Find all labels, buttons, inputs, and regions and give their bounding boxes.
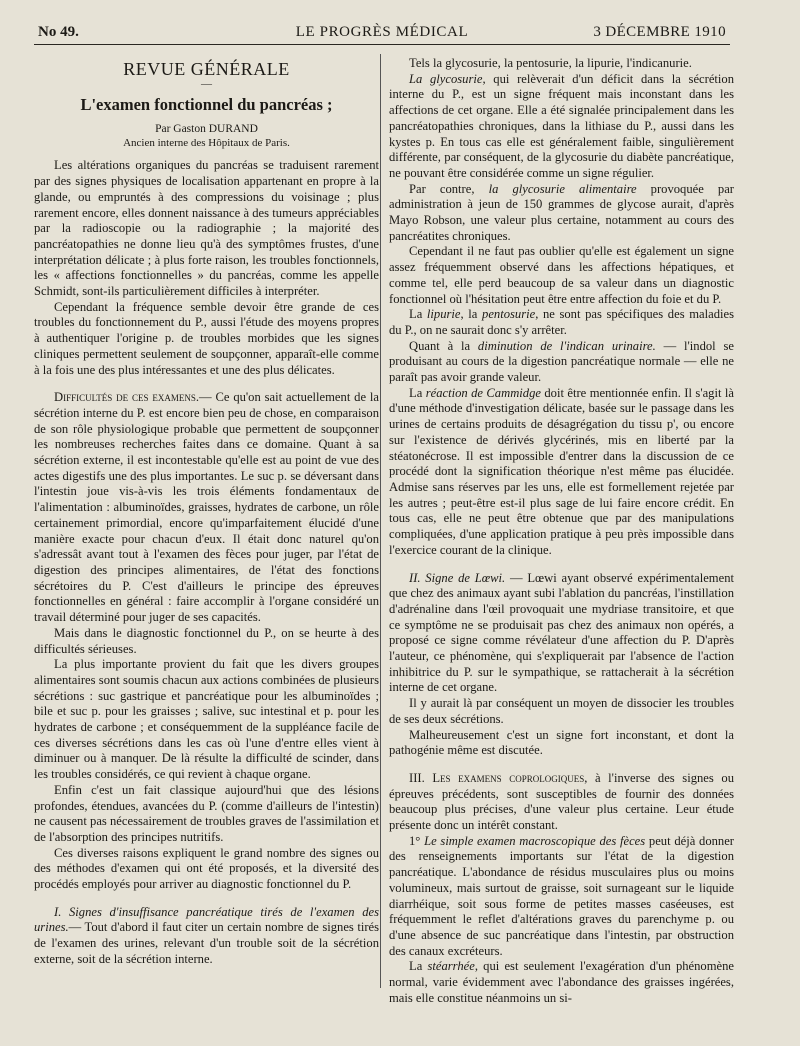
paragraph-text: qui relèverait d'un déficit dans la sécrétion interne du P., est un signe fréquent mais inconstant dans les affections de cet organe. Elle a été signalée principalement dans les pancréatopathies chroniques, dans la lithiase du P., aussi dans les kystes p. En tous cas elle est généralement faible, singulièrement différente, par conséquent, de la glycosurie du diabète pancréatique, ne pouvant être considérée comme un signe régulier. — [389, 71, 734, 180]
paragraph-signe-loewi — [389, 571, 734, 697]
page-header — [34, 22, 730, 45]
paragraph-signes-insuffisance — [34, 905, 379, 968]
paragraph-text: à l'inverse des signes ou épreuves précédents, sont susceptibles de fournir des données beaucoup plus précises, d'une valeur plus certaine. Leur étude présente donc un intérêt constant. — [389, 770, 734, 833]
term: stéarrhée — [427, 959, 475, 974]
term: lipurie — [426, 307, 461, 322]
paragraph: Cependant il ne faut pas oublier qu'elle est également un signe assez fréquemment observé dans les affections hépatiques, et comme tel, elle perd beaucoup de sa valeur dans un diagnostic fonctionnel où l'hésitation peut être entre affection du foie et du P. — [389, 244, 734, 306]
column-divider — [380, 54, 381, 988]
article-title: L'examen fonctionnel du pancréas ; — [80, 94, 333, 114]
paragraph-heading: Difficultés de ces examens. — [54, 390, 200, 405]
paragraph: Enfin c'est un fait classique aujourd'hui que des lésions profondes, étendues, avancées du P. (comme d'ailleurs de l'intestin) ne causent pas nécessairement de troubles graves de l'assimilation et de l'absorption des principes nutritifs. — [34, 782, 379, 844]
paragraph-examen-macroscopique — [389, 834, 734, 960]
issue-date: 3 DÉCEMBRE 1910 — [593, 24, 726, 40]
paragraph-heading: II. Signe de Lœwi. — [409, 570, 506, 585]
paragraph-text: , qui est seulement l'exagération d'un phénomène normal, varie évidemment avec l'abondance des graisses ingérées, mais elle constitue néanmoins un si- — [389, 959, 734, 1005]
paragraph-stearrhee — [389, 959, 734, 1006]
paragraph-glycosurie-alimentaire — [389, 182, 734, 245]
paragraph-indican — [389, 339, 734, 386]
term: la glycosurie alimentaire — [488, 181, 637, 196]
paragraph-text: — Lœwi ayant observé expérimentalement que chez des animaux ayant subi l'ablation du pancréas, l'instillation d'adrénaline dans l'œil provoquait une mydriase transitoire, et que ce symptôme ne se produisait pas chez des animaux non opérés, a proposé ce signe comme révélateur d'une affection du P. D'après l'auteur, ce phénomène, qui s'expliquerait par l'absence de l'action inhibitrice du P. sur le sympathique, se rattacherait à la sécrétion interne de cet organe. — [389, 570, 734, 695]
paragraph: Il y aurait là par conséquent un moyen de dissocier les troubles de ses deux sécrétions. — [389, 696, 734, 726]
paragraph-cammidge — [389, 386, 734, 559]
paragraph: Tels la glycosurie, la pentosurie, la lipurie, l'indicanurie. — [409, 56, 692, 70]
paragraph-examens-coprologiques — [389, 771, 734, 834]
issue-number: No 49. — [38, 24, 79, 40]
paragraph: Cependant la fréquence semble devoir être grande de ces troubles du fonctionnement du P., aussi l'étude des moyens propres à authentiquer l'origine p. de troubles morbides que les signes cliniques permettent seulement de soupçonner, apparaît-elle comme à la fois une des plus intéressantes et une des plus délicates. — [34, 299, 379, 377]
paragraph-text: — Ce qu'on sait actuellement de la sécrétion interne du P. est encore bien peu de chose, en comparaison de son rôle physiologique probable que permettent de soupçonner les nombreuses recherches faites dans ce domaine. Quant à sa sécrétion externe, il est incontestable qu'elle est au point de vue des actes digestifs une des plus importantes. Le suc p. se déversant dans l'intestin joue vis-à-vis les trois éléments fondamentaux de l'alimentation : albuminoïdes, graisses, hydrates de carbone, un rôle certainement primordial, encore qu'imparfaitement élucidé d'une manière exacte pour chacun d'eux. Il était donc naturel qu'on s'adressât avant tout à l'examen des fèces pour juger, par l'état de digestion des principes alimentaires, de l'état des fonctions sécrétoires du P. C'est d'ailleurs le principe des épreuves fonctionnelles en général : faire accomplir à l'organe considéré un travail déterminé pour juger de ses capacités. — [34, 390, 380, 625]
left-column — [34, 56, 379, 968]
paragraph-heading: III. Les examens coprologiques, — [409, 770, 588, 785]
paragraph-text: provoquée par administration à jeun de 150 grammes de glycose aurait, d'après Mayo Robson, une valeur plus certaine, notamment au cours des pancréatites chroniques. — [389, 181, 734, 243]
term: Le simple examen macroscopique des fèces — [424, 833, 646, 848]
right-column — [389, 56, 734, 1006]
paragraph-lead: La — [409, 307, 427, 322]
author-role: Ancien interne des Hôpitaux de Paris. — [123, 137, 290, 150]
paragraph: La plus importante provient du fait que les divers groupes alimentaires sont soumis chacun aux actions combinées de plusieurs sécrétions : suc gastrique et pancréatique pour les albuminoïdes ; bile et suc p. pour les graisses ; salive, suc intestinal et p. pour les hydrates de carbone ; et conséquemment de la suppléance facile de ces diverses sécrétions dans les cas où l'une d'entre elles vient à diminuer ou à manquer. De là résulte la difficulté de scinder, dans les troubles considérés, ce qui revient à chaque organe. — [34, 657, 379, 782]
paragraph-lead: 1° — [409, 833, 425, 848]
term: diminution de l'indican urinaire. — [477, 338, 656, 353]
paragraph-lead: La — [409, 385, 426, 400]
term: La glycosurie, — [409, 71, 486, 86]
paragraph-text: — Tout d'abord il faut citer un certain nombre de signes tirés de l'examen des urines, relevant d'un trouble soit de la sécrétion externe, soit de la sécrétion interne. — [34, 920, 379, 966]
term: réaction de Cammidge — [425, 385, 541, 400]
paragraph-mid: , la — [460, 307, 483, 322]
paragraph-glycosurie — [389, 72, 734, 182]
paragraph-difficultes — [34, 390, 379, 626]
paragraph-text: peut déjà donner des renseignements importants sur l'état de la digestion pancréatique. L'abondance de résidus musculaires plus ou moins volumineux, mais surtout de graisse, soit surnageant sur le liquide diarrhéique, soit sous forme de petites masses caséeuses, est fréquemment le reflet d'altérations graves du parenchyme p. ou d'une absence de suc pancréatique dans l'intestin, par obstruction des canaux excréteurs. — [389, 833, 735, 958]
paragraph-text: doit être mentionnée enfin. Il s'agit là d'une méthode d'investigation délicate, basée sur le passage dans les urines de certains produits de désagrégation du tissu p', ou encore sur l'existence de dérivés glycérinés, mis en liberté par la stéatonécrose. Il est impossible d'entrer dans la discussion de ce procédé dont la signification théorique n'est même pas élucidée. Admise sans réserves par les uns, elle est formellement rejetée par les autres ; peut-être est-il plus sage de lui faire encore crédit. En tous cas, elle ne peut être obtenue que par des manipulations compliquées, d'une application pratique à peu près impossible dans l'exercice courant de la clinique. — [389, 385, 734, 557]
paragraph: Ces diverses raisons expliquent le grand nombre des signes ou des méthodes d'examen qui ont été proposés, et la diversité des procédés employés pour arriver au diagnostic fonctionnel du P. — [34, 845, 379, 892]
journal-title: LE PROGRÈS MÉDICAL — [295, 24, 469, 40]
paragraph-text: , ne sont pas spécifiques des maladies du P., on ne saurait donc s'y arrêter. — [389, 307, 734, 337]
paragraph: Mais dans le diagnostic fonctionnel du P., on se heurte à des difficultés sérieuses. — [34, 625, 379, 656]
paragraph: Malheureusement c'est un signe fort inconstant, et dont la pathogénie même est discutée. — [389, 727, 734, 758]
author-byline: Par Gaston DURAND — [155, 123, 258, 136]
paragraph-lipurie — [389, 307, 734, 338]
paragraph-lead: Par contre, — [409, 181, 489, 196]
paragraph-heading: I. Signes d'insuffisance pancréatique tirés de l'examen des urines. — [34, 904, 379, 935]
paragraph-lead: Quant à la — [409, 338, 478, 353]
section-title: REVUE GÉNÉRALE — [123, 59, 290, 79]
paragraph-lead: La — [409, 959, 428, 974]
paragraph-text: — l'indol se produisant au cours de la digestion pancréatique normale — elle ne paraît pas avoir grande valeur. — [389, 338, 734, 385]
section-dash: — — [201, 77, 212, 90]
term: pentosurie — [482, 307, 536, 322]
paragraph: Les altérations organiques du pancréas se traduisent rarement par des signes physiques de localisation appartenant en propre à la glande, ou empruntés à des compressions du voisinage ; plus rarement encore, elles donnent naissance à des tumeurs appréciables par la radioscopie ou la radiographie ; la majorité des pancréatopathies ne donne lieu qu'à des symptômes frustes, d'une interprétation délicate ; à plus forte raison, les troubles fonctionnels, les « affections fonctionnelles » du pancréas, comme les appelle Schmidt, sont-ils particulièrement difficiles à interpréter. — [34, 158, 379, 299]
